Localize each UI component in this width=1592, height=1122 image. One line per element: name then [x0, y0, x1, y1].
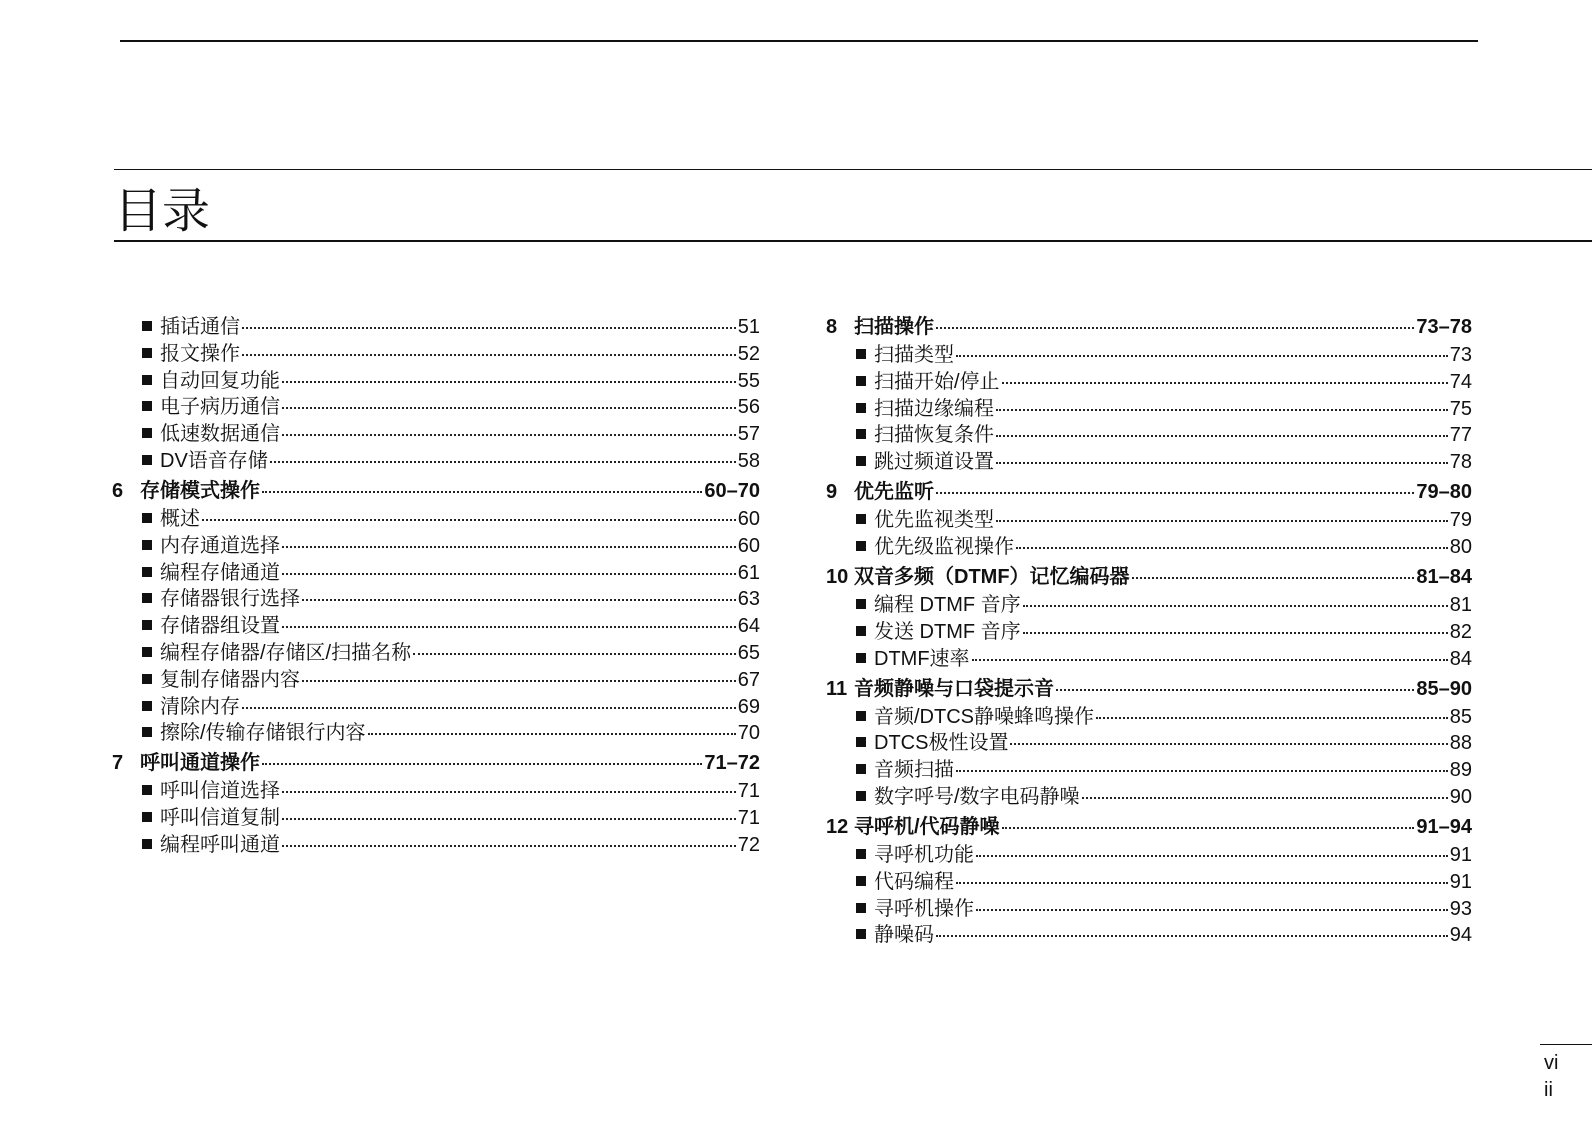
- toc-section-entry[interactable]: [112, 556, 760, 583]
- square-bullet-icon: [856, 791, 866, 801]
- toc-entry-label: 代码编程: [874, 870, 954, 893]
- toc-entry-page: 93: [1449, 897, 1472, 920]
- toc-entry-page: 88: [1449, 732, 1472, 755]
- toc-entry-label: 内存通道选择: [160, 534, 280, 557]
- toc-entry-label: 扫描类型: [874, 344, 954, 366]
- toc-section-entry[interactable]: [826, 418, 1472, 445]
- square-bullet-icon: [856, 541, 866, 551]
- toc-section-entry[interactable]: [826, 392, 1472, 419]
- dot-leader: [972, 659, 1448, 661]
- toc-entry-page: 81–84: [1416, 565, 1472, 588]
- toc-entry-page: 74: [1449, 370, 1472, 393]
- dot-leader: [936, 492, 1414, 494]
- dot-leader: [1023, 605, 1448, 607]
- square-bullet-icon: [142, 674, 152, 684]
- dot-leader: [262, 491, 702, 493]
- toc-section-entry[interactable]: [112, 582, 760, 609]
- toc-section-entry[interactable]: [826, 780, 1472, 810]
- toc-entry-label: 扫描边缘编程: [874, 397, 994, 420]
- page-number-line-2: ii: [1544, 1079, 1553, 1101]
- toc-entry-page: 79–80: [1416, 481, 1472, 504]
- dot-leader: [262, 763, 702, 765]
- toc-entry-label: 存储模式操作: [140, 479, 260, 502]
- dot-leader: [936, 935, 1448, 937]
- toc-entry-label: 呼叫信道复制: [160, 807, 280, 830]
- square-bullet-icon: [856, 876, 866, 886]
- chapter-number: 11: [826, 677, 848, 700]
- toc-entry-page: 70: [737, 722, 760, 745]
- dot-leader: [302, 599, 736, 601]
- toc-entry-label: 编程存储器/存储区/扫描名称: [160, 641, 412, 664]
- chapter-number: 7: [112, 752, 124, 775]
- toc-section-entry[interactable]: [112, 636, 760, 663]
- dot-leader: [996, 462, 1448, 464]
- chapter-number: 9: [826, 481, 838, 504]
- square-bullet-icon: [856, 929, 866, 939]
- toc-entry-label: 寻呼机操作: [874, 897, 974, 920]
- toc-entry-page: 61: [737, 561, 760, 584]
- toc-entry-page: 58: [737, 449, 760, 472]
- dot-leader: [282, 791, 736, 793]
- toc-entry-label: 静噪码: [874, 924, 934, 947]
- dot-leader: [1002, 382, 1448, 384]
- square-bullet-icon: [142, 812, 152, 822]
- square-bullet-icon: [142, 647, 152, 657]
- square-bullet-icon: [856, 626, 866, 636]
- chapter-number: 10: [826, 565, 849, 588]
- toc-chapter-entry[interactable]: [112, 746, 760, 774]
- toc-section-entry[interactable]: [826, 892, 1472, 919]
- square-bullet-icon: [142, 839, 152, 849]
- square-bullet-icon: [856, 349, 866, 359]
- toc-entry-label: 存储器组设置: [160, 615, 280, 638]
- square-bullet-icon: [142, 455, 152, 465]
- toc-entry-label: 跳过频道设置: [874, 451, 994, 474]
- chapter-number: 12: [826, 815, 849, 838]
- toc-entry-page: 64: [737, 615, 760, 638]
- toc-section-entry[interactable]: [112, 337, 760, 364]
- square-bullet-icon: [142, 567, 152, 577]
- dot-leader: [1096, 717, 1448, 719]
- toc-section-entry[interactable]: [112, 364, 760, 391]
- square-bullet-icon: [142, 321, 152, 331]
- toc-entry-page: 77: [1449, 424, 1472, 447]
- square-bullet-icon: [142, 428, 152, 438]
- header-rule: [114, 169, 1592, 170]
- dot-leader: [282, 626, 736, 628]
- square-bullet-icon: [856, 737, 866, 747]
- toc-entry-page: 69: [737, 695, 760, 718]
- toc-entry-page: 71–72: [704, 752, 760, 775]
- square-bullet-icon: [142, 785, 152, 795]
- toc-entry-label: 优先级监视操作: [874, 535, 1014, 558]
- toc-entry-page: 73–78: [1416, 316, 1472, 338]
- dot-leader: [242, 707, 736, 709]
- dot-leader: [413, 653, 736, 655]
- toc-entry-label: 音频扫描: [874, 759, 954, 782]
- chapter-number: 8: [826, 316, 838, 338]
- square-bullet-icon: [142, 513, 152, 523]
- toc-entry-page: 85–90: [1416, 677, 1472, 700]
- toc-entry-label: 扫描恢复条件: [874, 424, 994, 447]
- dot-leader: [282, 381, 736, 383]
- toc-entry-label: 插话通信: [160, 316, 240, 338]
- square-bullet-icon: [856, 903, 866, 913]
- title-rule: [114, 240, 1592, 242]
- toc-entry-page: 71: [737, 780, 760, 803]
- toc-section-entry[interactable]: [826, 503, 1472, 530]
- toc-chapter-entry[interactable]: [826, 560, 1472, 588]
- toc-entry-page: 73: [1449, 344, 1472, 366]
- toc-section-entry[interactable]: [112, 801, 760, 828]
- dot-leader: [282, 818, 736, 820]
- square-bullet-icon: [856, 429, 866, 439]
- square-bullet-icon: [142, 401, 152, 411]
- toc-section-entry[interactable]: [112, 444, 760, 474]
- dot-leader: [1023, 632, 1448, 634]
- toc-section-entry[interactable]: [112, 529, 760, 556]
- toc-entry-page: 55: [737, 369, 760, 392]
- toc-section-entry[interactable]: [112, 609, 760, 636]
- toc-entry-page: 57: [737, 423, 760, 446]
- dot-leader: [202, 519, 736, 521]
- toc-entry-label: 呼叫信道选择: [160, 780, 280, 803]
- dot-leader: [1002, 827, 1415, 829]
- toc-entry-page: 89: [1449, 759, 1472, 782]
- dot-leader: [956, 770, 1448, 772]
- toc-entry-label: 音频静噪与口袋提示音: [854, 677, 1054, 700]
- toc-entry-label: 扫描操作: [854, 316, 934, 338]
- dot-leader: [956, 882, 1448, 884]
- toc-entry-label: 低速数据通信: [160, 423, 280, 446]
- toc-section-entry[interactable]: [826, 726, 1472, 753]
- toc-entry-label: 优先监听: [854, 481, 934, 504]
- toc-entry-page: 67: [737, 668, 760, 691]
- dot-leader: [1016, 547, 1448, 549]
- dot-leader: [956, 355, 1448, 357]
- toc-entry-page: 71: [737, 807, 760, 830]
- toc-entry-label: 清除内存: [160, 695, 240, 718]
- dot-leader: [242, 354, 736, 356]
- toc-section-entry[interactable]: [826, 588, 1472, 615]
- toc-section-entry[interactable]: [826, 753, 1472, 780]
- toc-entry-page: 60: [737, 507, 760, 530]
- toc-section-entry[interactable]: [826, 838, 1472, 865]
- toc-entry-label: 音频/DTCS静噪蜂鸣操作: [874, 705, 1094, 728]
- toc-entry-label: 概述: [160, 507, 200, 530]
- dot-leader: [996, 409, 1448, 411]
- toc-section-entry[interactable]: [826, 615, 1472, 642]
- toc-entry-label: 数字呼号/数字电码静噪: [874, 785, 1080, 808]
- toc-entry-page: 90: [1449, 785, 1472, 808]
- toc-entry-page: 79: [1449, 509, 1472, 532]
- dot-leader: [242, 327, 736, 329]
- toc-section-entry[interactable]: [112, 502, 760, 529]
- toc-entry-page: 65: [737, 641, 760, 664]
- toc-section-entry[interactable]: [112, 690, 760, 717]
- toc-section-entry[interactable]: [112, 774, 760, 801]
- dot-leader: [976, 855, 1448, 857]
- toc-chapter-entry[interactable]: [826, 810, 1472, 838]
- square-bullet-icon: [856, 711, 866, 721]
- toc-section-entry[interactable]: [826, 365, 1472, 392]
- folio-rule: [1540, 1044, 1592, 1045]
- dot-leader: [996, 435, 1448, 437]
- square-bullet-icon: [142, 620, 152, 630]
- toc-entry-page: 63: [737, 588, 760, 611]
- toc-entry-page: 75: [1449, 397, 1472, 420]
- page-title: 目录: [114, 183, 211, 239]
- square-bullet-icon: [142, 348, 152, 358]
- square-bullet-icon: [142, 593, 152, 603]
- dot-leader: [270, 461, 736, 463]
- toc-entry-page: 94: [1449, 924, 1472, 947]
- toc-entry-page: 80: [1449, 535, 1472, 558]
- toc-chapter-entry[interactable]: [826, 310, 1472, 338]
- toc-entry-page: 60–70: [704, 479, 760, 502]
- page-number: [1544, 1050, 1558, 1104]
- toc-entry-page: 91–94: [1416, 815, 1472, 838]
- toc-entry-label: 擦除/传输存储银行内容: [160, 722, 366, 745]
- toc-entry-label: 编程呼叫通道: [160, 833, 280, 856]
- dot-leader: [282, 407, 736, 409]
- dot-leader: [282, 546, 736, 548]
- square-bullet-icon: [856, 653, 866, 663]
- toc-entry-label: 电子病历通信: [160, 396, 280, 419]
- toc-left-column: [112, 310, 760, 858]
- top-rule: [120, 40, 1478, 42]
- toc-entry-label: 复制存储器内容: [160, 668, 300, 691]
- toc-entry-page: 81: [1449, 593, 1472, 616]
- toc-section-entry[interactable]: [112, 390, 760, 417]
- toc-entry-page: 52: [737, 342, 760, 365]
- toc-entry-page: 60: [737, 534, 760, 557]
- toc-entry-label: 自动回复功能: [160, 369, 280, 392]
- toc-entry-label: 编程 DTMF 音序: [874, 593, 1021, 616]
- toc-chapter-entry[interactable]: [826, 475, 1472, 503]
- dot-leader: [1056, 689, 1414, 691]
- toc-entry-page: 85: [1449, 705, 1472, 728]
- toc-section-entry[interactable]: [826, 865, 1472, 892]
- toc-section-entry[interactable]: [112, 828, 760, 858]
- toc-entry-label: DTMF速率: [874, 647, 970, 670]
- toc-entry-page: 56: [737, 396, 760, 419]
- square-bullet-icon: [856, 376, 866, 386]
- dot-leader: [282, 434, 736, 436]
- dot-leader: [368, 733, 736, 735]
- square-bullet-icon: [856, 403, 866, 413]
- toc-entry-label: 双音多频（DTMF）记忆编码器: [854, 565, 1130, 588]
- toc-entry-label: 存储器银行选择: [160, 588, 300, 611]
- toc-entry-label: 扫描开始/停止: [874, 370, 1000, 393]
- toc-entry-page: 51: [737, 316, 760, 338]
- square-bullet-icon: [142, 701, 152, 711]
- dot-leader: [976, 909, 1448, 911]
- toc-section-entry[interactable]: [112, 417, 760, 444]
- toc-entry-label: 寻呼机功能: [874, 843, 974, 866]
- square-bullet-icon: [142, 727, 152, 737]
- dot-leader: [1132, 577, 1415, 579]
- toc-entry-label: 优先监视类型: [874, 509, 994, 532]
- square-bullet-icon: [856, 456, 866, 466]
- toc-section-entry[interactable]: [826, 445, 1472, 475]
- toc-entry-page: 91: [1449, 843, 1472, 866]
- toc-right-column: [826, 310, 1472, 948]
- square-bullet-icon: [856, 599, 866, 609]
- toc-entry-label: 报文操作: [160, 342, 240, 365]
- square-bullet-icon: [856, 514, 866, 524]
- toc-entry-label: 呼叫通道操作: [140, 752, 260, 775]
- toc-entry-label: 发送 DTMF 音序: [874, 620, 1021, 643]
- toc-entry-label: 编程存储通道: [160, 561, 280, 584]
- toc-entry-page: 84: [1449, 647, 1472, 670]
- toc-chapter-entry[interactable]: [112, 474, 760, 502]
- toc-entry-label: DV语音存储: [160, 449, 268, 472]
- dot-leader: [1010, 743, 1447, 745]
- dot-leader: [282, 845, 736, 847]
- dot-leader: [302, 680, 736, 682]
- toc-section-entry[interactable]: [826, 530, 1472, 560]
- square-bullet-icon: [142, 540, 152, 550]
- toc-section-entry[interactable]: [826, 642, 1472, 672]
- toc-entry-label: DTCS极性设置: [874, 732, 1009, 755]
- dot-leader: [1082, 797, 1448, 799]
- square-bullet-icon: [142, 375, 152, 385]
- toc-entry-page: 91: [1449, 870, 1472, 893]
- toc-entry-label: 寻呼机/代码静噪: [854, 815, 1000, 838]
- toc-section-entry[interactable]: [112, 663, 760, 690]
- chapter-number: 6: [112, 479, 124, 502]
- dot-leader: [282, 573, 736, 575]
- toc-chapter-entry[interactable]: [826, 672, 1472, 700]
- toc-entry-page: 78: [1449, 451, 1472, 474]
- dot-leader: [996, 520, 1448, 522]
- toc-entry-page: 82: [1449, 620, 1472, 643]
- square-bullet-icon: [856, 849, 866, 859]
- page-number-line-1: vi: [1544, 1052, 1559, 1074]
- toc-section-entry[interactable]: [826, 700, 1472, 727]
- toc-section-entry[interactable]: [826, 338, 1472, 365]
- toc-section-entry[interactable]: [112, 716, 760, 746]
- toc-entry-page: 72: [737, 833, 760, 856]
- toc-section-entry[interactable]: [112, 310, 760, 337]
- dot-leader: [936, 327, 1414, 329]
- toc-section-entry[interactable]: [826, 918, 1472, 948]
- square-bullet-icon: [856, 764, 866, 774]
